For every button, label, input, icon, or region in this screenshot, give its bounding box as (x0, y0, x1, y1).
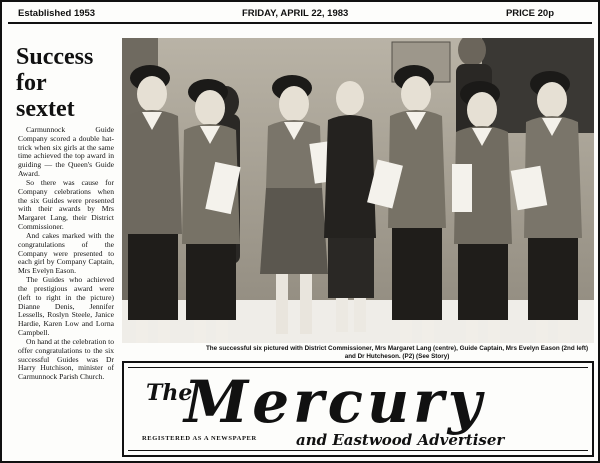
article-paragraph: The Guides who achieved the prestigious award were (left to right in the picture) Dianne Denis, Jennifer Lessells, Roslyn Steele, Janice Hardie, Karen Low and Lorna Campbell. (18, 275, 114, 337)
dateline (10, 6, 590, 22)
masthead-subtitle: and Eastwood Advertiser (296, 431, 505, 449)
masthead (122, 361, 594, 457)
headline (16, 44, 116, 122)
guide-figure (324, 81, 376, 332)
top-rule (8, 22, 592, 24)
masthead-title: Mercury (184, 368, 486, 436)
headline-line: Success (16, 44, 94, 70)
masthead-rule-bottom (128, 450, 588, 451)
price-label: PRICE 20p (505, 8, 554, 19)
article-paragraph: So there was cause for Company celebrations when the six Guides were presented with their awards by Mrs Margaret Lang, their District Commissioner. (18, 178, 114, 231)
masthead-the: The (146, 380, 193, 406)
headline-line: sextet (16, 96, 75, 122)
established-label: Established 1953 (18, 8, 96, 19)
photo-caption: The successful six pictured with District Commissioner, Mrs Margaret Lang (centre), Guide Captain, Mrs Evelyn Eason (2nd left) and Dr Hutcheson. (P2) (See Story) (205, 345, 589, 360)
article-paragraph: Carmunnock Guide Company scored a double hat-trick when six girls at the same time achieved the top award in guiding — the Queen's Guide Award. (18, 125, 114, 178)
article-body (18, 126, 114, 382)
registered-label: REGISTERED AS A NEWSPAPER (142, 435, 257, 442)
group-photo-illustration (122, 38, 594, 343)
group-photo (122, 38, 594, 343)
issue-date: FRIDAY, APRIL 22, 1983 (242, 8, 349, 19)
headline-line: for (16, 70, 47, 96)
article-paragraph: On hand at the celebration to offer congratulations to the six successful Guides was Dr Harry Hutchison, minister of Carmunnock Parish Church. (18, 337, 114, 381)
article-paragraph: And cakes marked with the congratulations of the Company were presented to each girl by Company Captain, Mrs Evelyn Eason. (18, 231, 114, 275)
